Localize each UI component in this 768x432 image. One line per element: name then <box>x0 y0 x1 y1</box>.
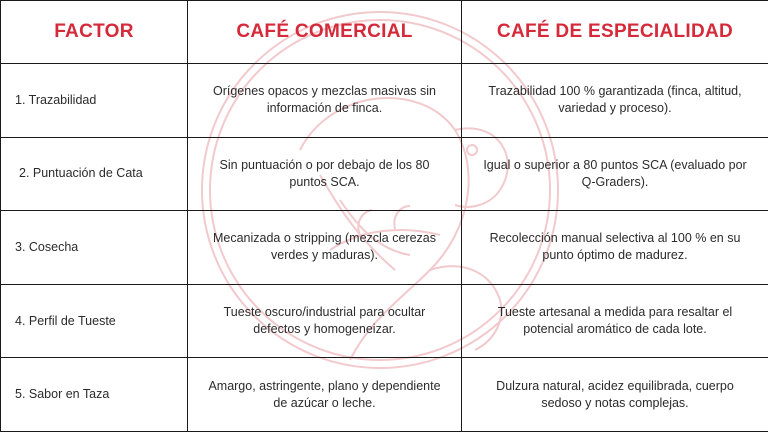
comercial-cell: Orígenes opacos y mezclas masivas sin información de finca. <box>188 64 462 138</box>
header-cafe-comercial: CAFÉ COMERCIAL <box>188 1 462 64</box>
table-row <box>1 137 768 211</box>
comercial-cell: Tueste oscuro/industrial para ocultar defectos y homogeneizar. <box>188 284 462 358</box>
especialidad-cell: Trazabilidad 100 % garantizada (finca, altitud, variedad y proceso). <box>462 64 768 138</box>
factor-cell: 3. Cosecha <box>1 211 188 285</box>
table-row <box>1 284 768 358</box>
comercial-cell: Amargo, astringente, plano y dependiente de azúcar o leche. <box>188 358 462 432</box>
header-factor: FACTOR <box>1 1 188 64</box>
especialidad-cell: Tueste artesanal a medida para resaltar el potencial aromático de cada lote. <box>462 284 768 358</box>
especialidad-cell: Recolección manual selectiva al 100 % en su punto óptimo de madurez. <box>462 211 768 285</box>
table-row <box>1 358 768 432</box>
especialidad-cell: Dulzura natural, acidez equilibrada, cuerpo sedoso y notas complejas. <box>462 358 768 432</box>
table-row <box>1 64 768 138</box>
header-cafe-especialidad: CAFÉ DE ESPECIALIDAD <box>462 1 768 64</box>
factor-cell: 2. Puntuación de Cata <box>1 137 188 211</box>
factor-cell: 1. Trazabilidad <box>1 64 188 138</box>
factor-cell: 5. Sabor en Taza <box>1 358 188 432</box>
header-row <box>1 1 768 64</box>
comercial-cell: Mecanizada o stripping (mezcla cerezas verdes y maduras). <box>188 211 462 285</box>
factor-cell: 4. Perfil de Tueste <box>1 284 188 358</box>
table-row <box>1 211 768 285</box>
comercial-cell: Sin puntuación o por debajo de los 80 puntos SCA. <box>188 137 462 211</box>
especialidad-cell: Igual o superior a 80 puntos SCA (evaluado por Q-Graders). <box>462 137 768 211</box>
